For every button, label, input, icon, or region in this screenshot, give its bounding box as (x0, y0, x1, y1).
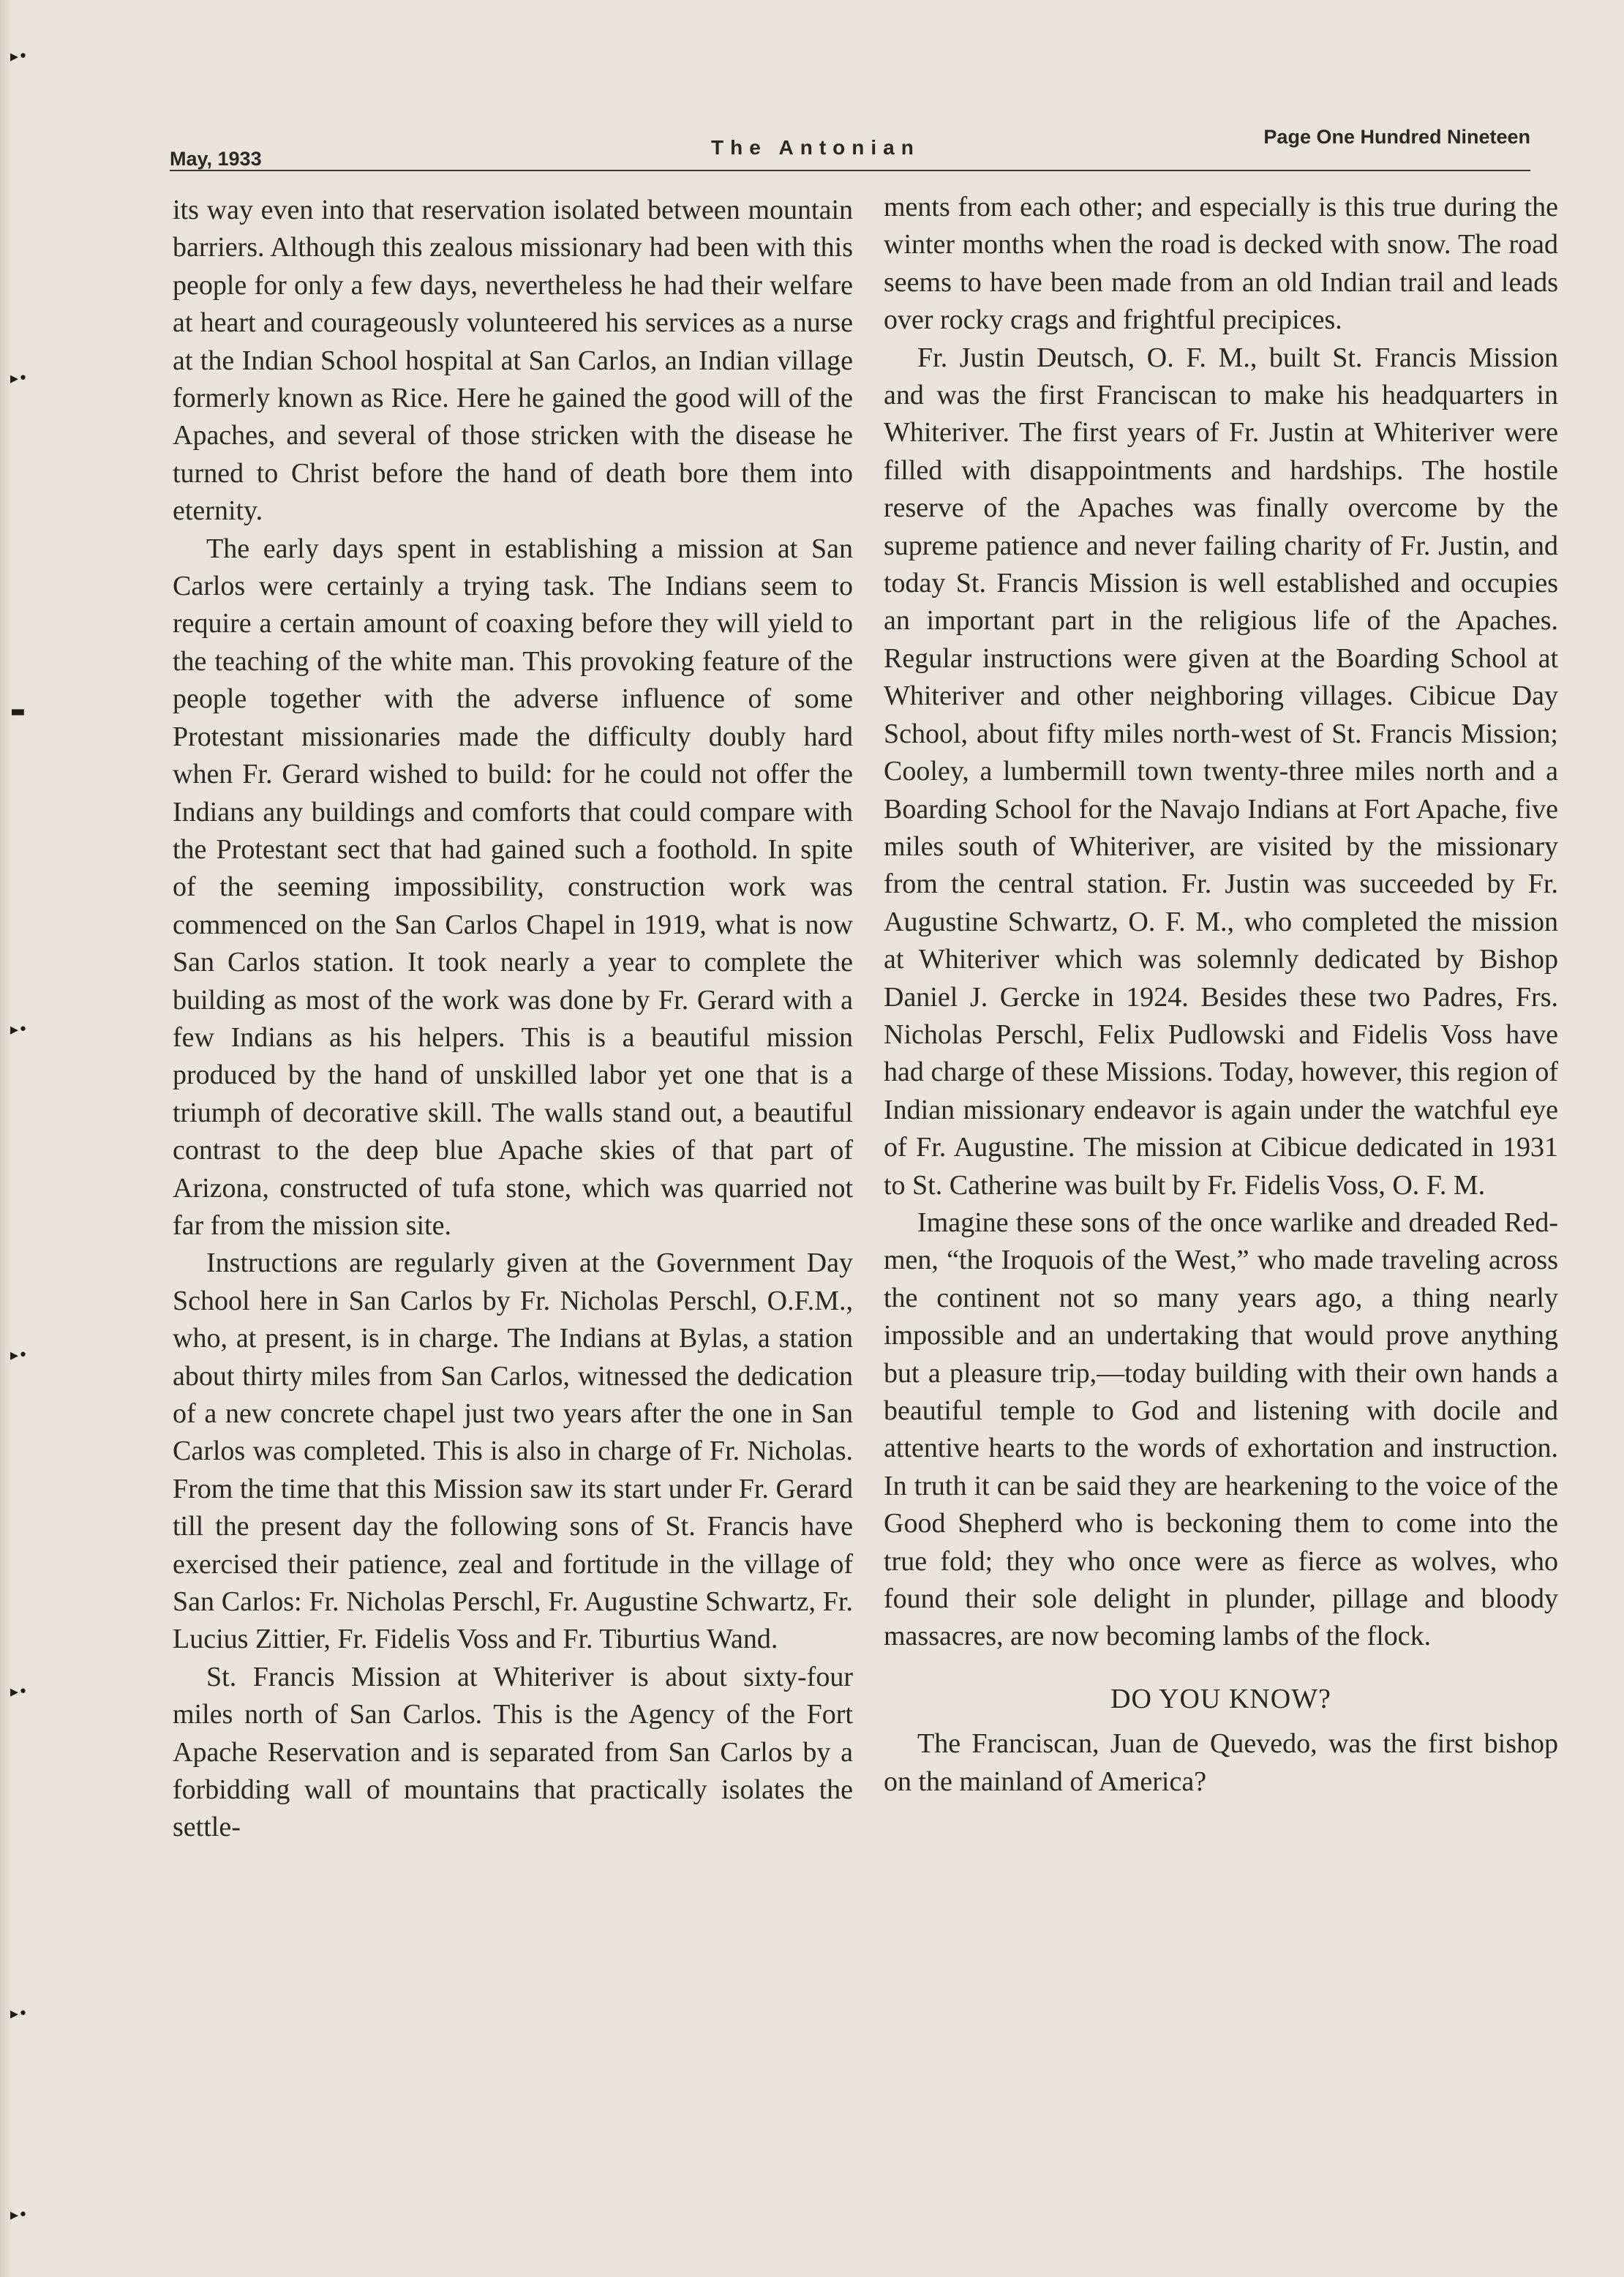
paragraph: St. Francis Mission at Whiteriver is about sixty-four miles north of San Carlos. This is the Agency of the Fort Apache Reservation and is separated from San Carlos by a forbidding wall of mountains that practically isolates the settle- (173, 1661, 853, 1843)
binding-hole-mark: ▸• (10, 1021, 29, 1039)
left-column (173, 192, 853, 1847)
right-column (884, 189, 1558, 1801)
paragraph: The early days spent in establishing a mission at San Carlos were certainly a trying task. The Indians seem to require a certain amount of coaxing before they will yield to the teaching of the white man. This provoking feature of the people together with the adverse influence of some Protestant missionaries made the difficulty doubly hard when Fr. Gerard wished to build: for he could not offer the Indians any buildings and comforts that could compare with the Protestant sect that had gained such a foothold. In spite of the seeming impossibility, construction work was commenced on the San Carlos Chapel in 1919, what is now San Carlos station. It took nearly a year to complete the building as most of the work was done by Fr. Gerard with a few Indians as his helpers. This is a beautiful mission produced by the hand of unskilled labor yet one that is a triumph of decorative skill. The walls stand out, a beautiful contrast to the deep blue Apache skies of that part of Arizona, constructed of tufa stone, which was quarried not far from the mission site. (173, 533, 853, 1241)
page-number: Page One Hundred Nineteen (1263, 126, 1530, 148)
publication-title: The Antonian (711, 136, 920, 159)
binding-hole-mark: ▸• (10, 1346, 29, 1365)
running-header (170, 126, 1530, 171)
binding-hole-mark: ▸• (10, 2206, 29, 2224)
paragraph: ments from each other; and especially is this true during the winter months when the road is decked with snow. The road seems to have been made from an old Indian trail and leads over rocky crags and frightful precipices. (884, 192, 1558, 336)
binding-hole-mark: ▸• (10, 48, 29, 66)
binding-hole-mark: ▸• (10, 370, 29, 388)
sidebar-heading: DO YOU KNOW? (1110, 1683, 1331, 1714)
binding-hole-mark: ▸• (10, 2005, 29, 2023)
paragraph: Fr. Justin Deutsch, O. F. M., built St. Francis Mission and was the first Franciscan to make his headquarters in Whiteriver. The first years of Fr. Justin at Whiteriver were filled with disappointments and hardships. The hostile reserve of the Apaches was finally overcome by the supreme patience and never failing charity of Fr. Justin, and today St. Francis Mission is well established and occupies an important part in the religious life of the Apaches. Regular instructions were given at the Boarding School at Whiteriver and other neighboring villages. Cibicue Day School, about fifty miles north-west of St. Francis Mission; Cooley, a lumbermill town twenty-three miles north and a Boarding School for the Navajo Indians at Fort Apache, five miles south of Whiteriver, are visited by the missionary from the central station. Fr. Justin was succeeded by Fr. Augustine Schwartz, O. F. M., who completed the mission at Whiteriver which was solemnly dedicated by Bishop Daniel J. Gercke in 1924. Besides these two Padres, Frs. Nicholas Perschl, Felix Pudlowski and Fidelis Voss have had charge of these Missions. Today, however, this region of Indian missionary endeavor is again under the watchful eye of Fr. Augustine. The mission at Cibicue dedicated in 1931 to St. Catherine was built by Fr. Fidelis Voss, O. F. M. (884, 342, 1558, 1201)
binding-hole-mark: ▬ (10, 702, 26, 721)
sidebar-text: The Franciscan, Juan de Quevedo, was the first bishop on the mainland of America? (884, 1728, 1558, 1797)
paragraph: Instructions are regularly given at the Government Day School here in San Carlos by Fr. Nicholas Perschl, O.F.M., who, at present, is in charge. The Indians at Bylas, a station about thirty miles from San Carlos, witnessed the dedication of a new concrete chapel just two years after the one in San Carlos was completed. This is also in charge of Fr. Nicholas. From the time that this Mission saw its start under Fr. Gerard till the present day the following sons of St. Francis have exercised their patience, zeal and fortitude in the village of San Carlos: Fr. Nicholas Perschl, Fr. Augustine Schwartz, Fr. Lucius Zittier, Fr. Fidelis Voss and Fr. Tiburtius Wand. (173, 1248, 853, 1655)
paragraph: Imagine these sons of the once warlike and dreaded Red-men, “the Iroquois of the West,” who made traveling across the continent not so many years ago, a thing nearly impossible and an undertaking that would prove anything but a pleasure trip,—today building with their own hands a beautiful temple to God and listening with docile and attentive hearts to the words of exhortation and instruction. In truth it can be said they are hearkening to the voice of the Good Shepherd who is beckoning them to come into the true fold; they who once were as fierce as wolves, who found their sole delight in plunder, pillage and bloody massacres, are now becoming lambs of the flock. (884, 1207, 1558, 1652)
binding-hole-mark: ▸• (10, 1683, 29, 1701)
paragraph: its way even into that reservation isolated between mountain barriers. Although this zealous missionary had been with this people for only a few days, nevertheless he had their welfare at heart and courageously volunteered his services as a nurse at the Indian School hospital at San Carlos, an Indian village formerly known as Rice. Here he gained the good will of the Apaches, and several of those stricken with the disease he turned to Christ before the hand of death bore them into eternity. (173, 195, 853, 527)
issue-date: May, 1933 (170, 148, 262, 170)
page-edge (0, 0, 13, 2277)
